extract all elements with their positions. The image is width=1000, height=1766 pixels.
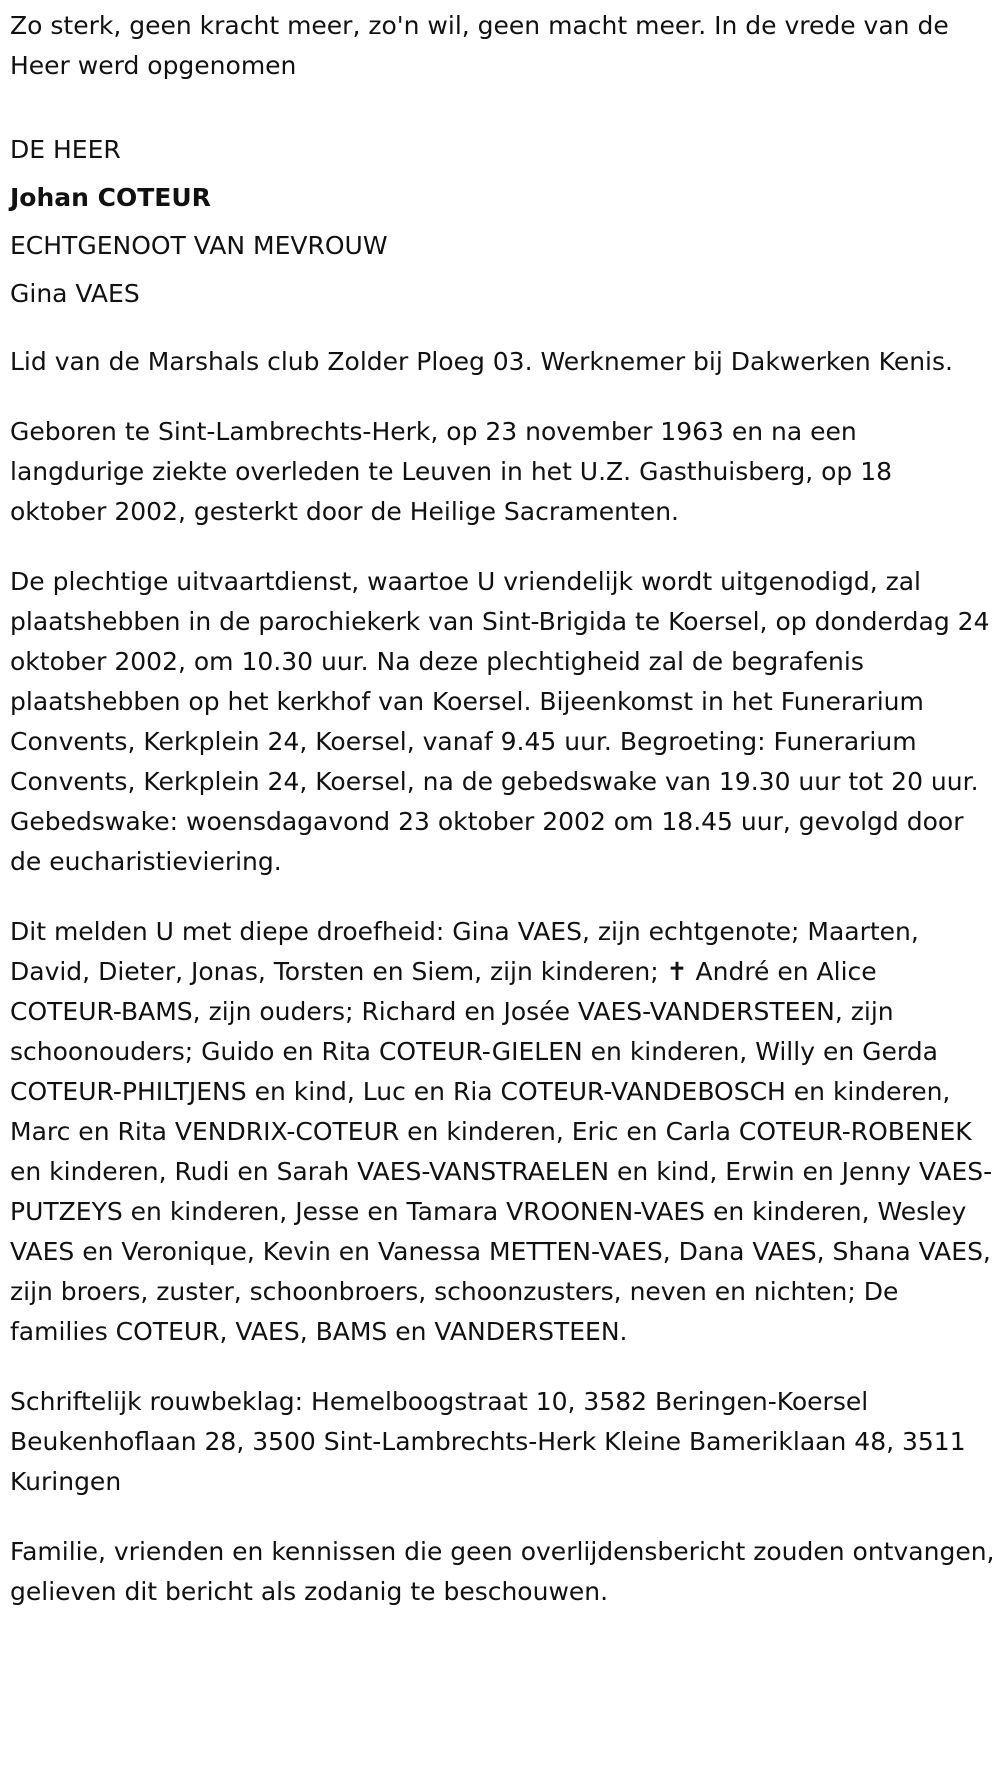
spacer	[10, 1352, 990, 1382]
honorific: DE HEER	[10, 135, 121, 164]
family-text: Dit melden U met diepe droefheid: Gina VAES, zijn echtgenote; Maarten, David, Dieter, Jonas, Torsten en Siem, zijn kinderen; ✝ André en Alice COTEUR-BAMS, zijn ouders; Richard en Josée VAES-VANDERSTEEN, zijn schoonouders; Guido en Rita COTEUR-GIELEN en kinderen, Willy en Gerda COTEUR-PHILTJENS en kind, Luc en Ria COTEUR-VANDEBOSCH en kinderen, Marc en Rita VENDRIX-COTEUR en kinderen, Eric en Carla COTEUR-ROBENEK en kinderen, Rudi en Sarah VAES-VANSTRAELEN en kind, Erwin en Jenny VAES-PUTZEYS en kinderen, Jesse en Tamara VROONEN-VAES en kinderen, Wesley VAES en Veronique, Kevin en Vanessa METTEN-VAES, Dana VAES, Shana VAES, zijn broers, zuster, schoonbroers, schoonzusters, neven en nichten; De families COTEUR, VAES, BAMS en VANDERSTEEN.	[10, 917, 993, 1346]
birth-death-text: Geboren te Sint-Lambrechts-Herk, op 23 november 1963 en na een langdurige ziekte overleden te Leuven in het U.Z. Gasthuisberg, op 18 oktober 2002, gesterkt door de Heilige Sacramenten.	[10, 417, 893, 526]
condolences-text: Schriftelijk rouwbeklag: Hemelboogstraat 10, 3582 Beringen-Koersel Beukenhoflaan 28, 3500 Sint-Lambrechts-Herk Kleine Bameriklaan 48, 3511 Kuringen	[10, 1387, 966, 1496]
membership-text: Lid van de Marshals club Zolder Ploeg 03. Werknemer bij Dakwerken Kenis.	[10, 347, 953, 376]
spouse-name: Gina VAES	[10, 279, 140, 308]
spacer	[10, 532, 990, 562]
spacer	[10, 1502, 990, 1532]
spacer	[10, 882, 990, 912]
spacer	[10, 86, 990, 126]
spacer	[10, 382, 990, 412]
spouse-prefix: ECHTGENOOT VAN MEVROUW	[10, 231, 388, 260]
closing-text: Familie, vrienden en kennissen die geen overlijdensbericht zouden ontvangen, gelieven dit bericht als zodanig te beschouwen.	[10, 1537, 995, 1606]
spacer	[10, 318, 990, 342]
deceased-name: Johan COTEUR	[10, 183, 211, 212]
funeral-text: De plechtige uitvaartdienst, waartoe U vriendelijk wordt uitgenodigd, zal plaatshebben in de parochiekerk van Sint-Brigida te Koersel, op donderdag 24 oktober 2002, om 10.30 uur. Na deze plechtigheid zal de begrafenis plaatshebben op het kerkhof van Koersel. Bijeenkomst in het Funerarium Convents, Kerkplein 24, Koersel, vanaf 9.45 uur. Begroeting: Funerarium Convents, Kerkplein 24, Koersel, na de gebedswake van 19.30 uur tot 20 uur. Gebedswake: woensdagavond 23 oktober 2002 om 18.45 uur, gevolgd door de eucharistieviering.	[10, 567, 990, 876]
intro-text: Zo sterk, geen kracht meer, zo'n wil, geen macht meer. In de vrede van de Heer werd opgenomen	[10, 11, 949, 80]
